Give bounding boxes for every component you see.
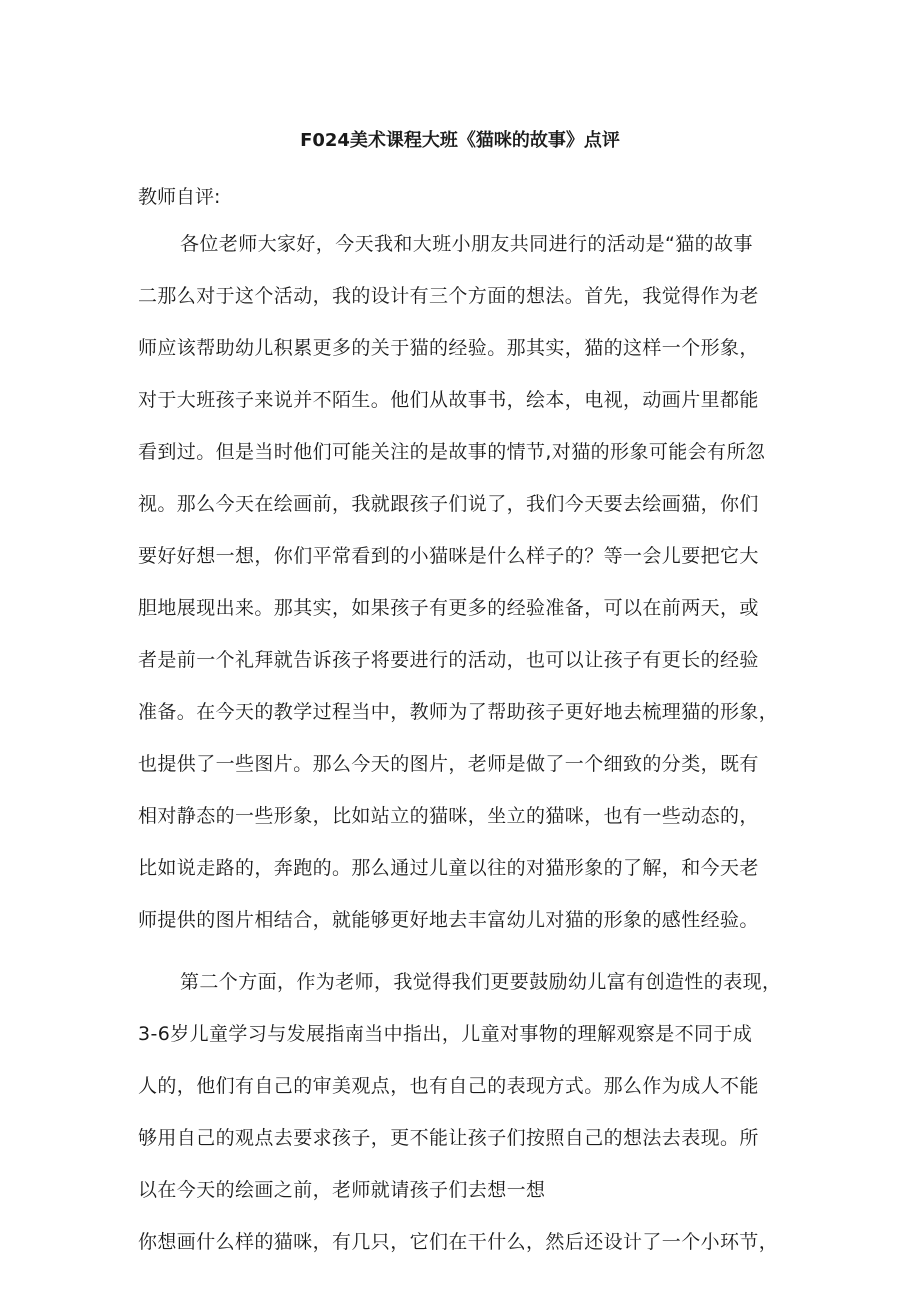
text-line: 你想画什么样的猫咪，有几只，它们在干什么，然后还设计了一个小环节，	[138, 1231, 779, 1253]
text-line: 相对静态的一些形象，比如站立的猫咪，坐立的猫咪，也有一些动态的，	[138, 805, 759, 827]
text-line: 第二个方面，作为老师，我觉得我们更要鼓励幼儿富有创造性的表现，	[180, 971, 782, 993]
text-line: 要好好想一想，你们平常看到的小猫咪是什么样子的？等一会儿要把它大	[138, 545, 759, 567]
text-line: 二那么对于这个活动，我的设计有三个方面的想法。首先，我觉得作为老	[138, 285, 759, 307]
body-text	[138, 228, 798, 1278]
text-line: 准备。在今天的教学过程当中，教师为了帮助孩子更好地去梳理猫的形象，	[138, 701, 779, 723]
text-line: 3-6岁儿童学习与发展指南当中指出，儿童对事物的理解观察是不同于成	[138, 1023, 753, 1045]
text-line: 对于大班孩子来说并不陌生。他们从故事书，绘本，电视，动画片里都能	[138, 389, 759, 411]
document-title: F024美术课程大班《猫咪的故事》点评	[300, 130, 620, 151]
text-line: 师应该帮助幼儿积累更多的关于猫的经验。那其实，猫的这样一个形象，	[138, 337, 759, 359]
text-line: 比如说走路的，奔跑的。那么通过儿童以往的对猫形象的了解，和今天老	[138, 857, 759, 879]
text-line: 各位老师大家好，今天我和大班小朋友共同进行的活动是“猫的故事	[180, 233, 753, 255]
text-line: 人的，他们有自己的审美观点，也有自己的表现方式。那么作为成人不能	[138, 1075, 759, 1097]
text-line: 看到过。但是当时他们可能关注的是故事的情节,对猫的形象可能会有所忽	[138, 441, 766, 463]
text-line: 以在今天的绘画之前，老师就请孩子们去想一想	[138, 1179, 546, 1201]
text-line: 够用自己的观点去要求孩子，更不能让孩子们按照自己的想法去表现。所	[138, 1127, 759, 1149]
section-heading: 教师自评:	[138, 186, 221, 208]
text-line: 者是前一个礼拜就告诉孩子将要进行的活动，也可以让孩子有更长的经验	[138, 649, 759, 671]
text-line: 也提供了一些图片。那么今天的图片，老师是做了一个细致的分类，既有	[138, 753, 759, 775]
text-line: 胆地展现出来。那其实，如果孩子有更多的经验准备，可以在前两天，或	[138, 597, 759, 619]
text-line: 视。那么今天在绘画前，我就跟孩子们说了，我们今天要去绘画猫，你们	[138, 493, 759, 515]
text-line: 师提供的图片相结合，就能够更好地去丰富幼儿对猫的形象的感性经验。	[138, 909, 759, 931]
